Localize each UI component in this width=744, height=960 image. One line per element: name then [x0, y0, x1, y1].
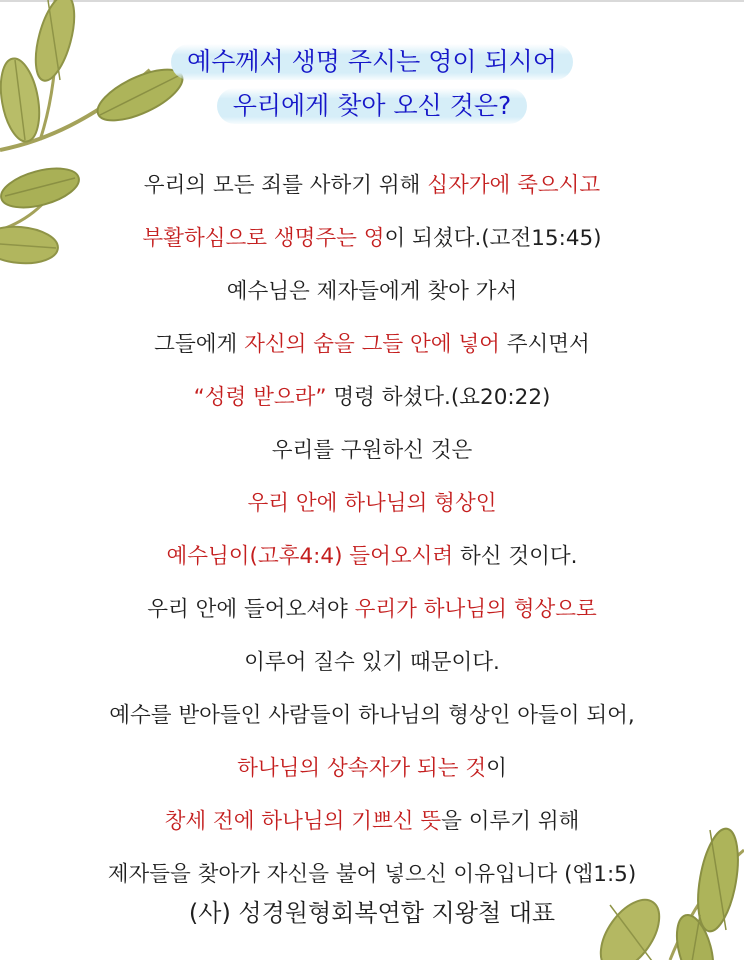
signature: (사) 성경원형회복연합 지왕철 대표 [188, 899, 556, 927]
plain-text: 제자들을 찾아가 자신을 불어 넣으신 이유입니다 (엡1:5) [107, 862, 637, 887]
emphasis-text: “성령 받으라” [193, 385, 327, 410]
plain-text: 우리 안에 들어오셔야 [147, 597, 355, 622]
emphasis-text: 부활하심으로 생명주는 영 [142, 226, 385, 251]
plain-text: 주시면서 [499, 332, 590, 357]
emphasis-text: 십자가에 죽으시고 [427, 173, 601, 198]
title-line-2: 우리에게 찾아 오신 것은? [217, 88, 528, 124]
emphasis-text: 하나님의 상속자가 되는 것 [237, 756, 487, 781]
body-text [0, 166, 744, 908]
emphasis-text: 우리가 하나님의 형상으로 [354, 597, 597, 622]
body-line [0, 643, 744, 696]
body-line [0, 378, 744, 431]
emphasis-text: 창세 전에 하나님의 기쁘신 뜻 [164, 809, 442, 834]
emphasis-text: 자신의 숨을 그들 안에 넣어 [244, 332, 500, 357]
plain-text: 명령 하셨다.(요20:22) [326, 385, 551, 410]
body-line [0, 802, 744, 855]
emphasis-text: 예수님이(고후4:4) 들어오시려 [166, 544, 454, 569]
body-line [0, 696, 744, 749]
title-block [0, 44, 744, 132]
title-line-1: 예수께서 생명 주시는 영이 되시어 [171, 44, 573, 80]
plain-text: 이루어 질수 있기 때문이다. [244, 650, 500, 675]
body-line [0, 590, 744, 643]
plain-text: 예수를 받아들인 사람들이 하나님의 형상인 아들이 되어, [109, 703, 635, 728]
body-line [0, 219, 744, 272]
plain-text: 이 되셨다.(고전15:45) [384, 226, 602, 251]
plain-text: 우리의 모든 죄를 사하기 위해 [143, 173, 428, 198]
body-line [0, 749, 744, 802]
body-line [0, 325, 744, 378]
plain-text: 그들에게 [154, 332, 245, 357]
body-line [0, 431, 744, 484]
emphasis-text: 우리 안에 하나님의 형상인 [247, 491, 497, 516]
plain-text: 예수님은 제자들에게 찾아 가서 [226, 279, 518, 304]
body-line [0, 484, 744, 537]
plain-text: 하신 것이다. [453, 544, 578, 569]
plain-text: 우리를 구원하신 것은 [271, 438, 473, 463]
plain-text: 을 이루기 위해 [441, 809, 580, 834]
body-line [0, 272, 744, 325]
plain-text: 이 [486, 756, 507, 781]
body-line [0, 166, 744, 219]
body-line [0, 537, 744, 590]
